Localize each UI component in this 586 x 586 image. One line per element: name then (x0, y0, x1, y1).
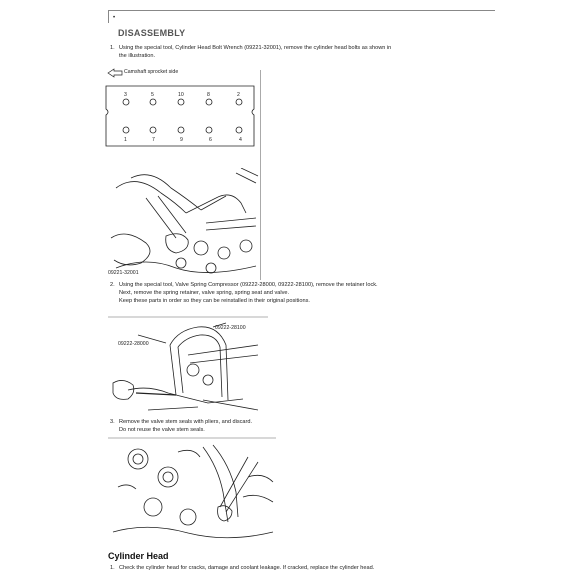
step-text-cont: Next, remove the spring retainer, valve spring, spring seat and valve. (119, 290, 290, 296)
bolt-hole (206, 99, 212, 105)
step-text: Remove the valve stem seals with pliers, and discard. (119, 419, 253, 425)
bolt-hole (123, 99, 129, 105)
bolt-number: 10 (178, 92, 184, 98)
arrow-icon (108, 69, 122, 77)
pliers-illustration (108, 437, 276, 543)
bolt-number: 4 (239, 137, 242, 143)
section-title: DISASSEMBLY (118, 28, 186, 38)
bolt-number: 3 (124, 92, 127, 98)
step-2 (110, 281, 378, 305)
bolt-hole (178, 127, 184, 133)
header-mark: • (113, 15, 116, 21)
step-text: Check the cylinder head for cracks, damage and coolant leakage. If cracked, replace the cylinder head. (119, 565, 375, 571)
header-box (108, 10, 495, 23)
step-number: 1. (110, 45, 115, 51)
bolt-number: 9 (180, 137, 183, 143)
step-number: 1. (110, 565, 115, 571)
step-1 (110, 44, 391, 60)
tool-label: 09221-32001 (108, 270, 139, 276)
bolt-sequence-diagram (104, 64, 264, 164)
tool-label-left: 09222-28000 (118, 341, 149, 347)
step-text-cont: Keep these parts in order so they can be reinstalled in their original positions. (119, 298, 310, 304)
step-text: Using the special tool, Cylinder Head Bolt Wrench (09221-32001), remove the cylinder head bolts as shown in (119, 45, 392, 51)
camshaft-side-label: Camshaft sprocket side (124, 69, 179, 75)
cylinder-head-step-1 (110, 564, 374, 572)
wrench-illustration (106, 168, 262, 278)
bolt-hole (150, 99, 156, 105)
bolt-hole (236, 99, 242, 105)
step-number: 2. (110, 282, 115, 288)
bolt-number: 6 (209, 137, 212, 143)
bolt-number: 1 (124, 137, 127, 143)
step-text: Using the special tool, Valve Spring Compressor (09222-28000, 09222-28100), remove the retainer lock. (119, 282, 378, 288)
bolt-hole (150, 127, 156, 133)
bolt-number: 5 (151, 92, 154, 98)
bolt-number: 8 (207, 92, 210, 98)
cylinder-head-heading: Cylinder Head (108, 551, 169, 561)
step-text-cont: Do not reuse the valve stem seals. (119, 427, 205, 433)
tool-label-right: 09222-28100 (215, 325, 246, 331)
bolt-hole (178, 99, 184, 105)
bolt-hole (236, 127, 242, 133)
step-3 (110, 418, 252, 434)
bolt-hole (123, 127, 129, 133)
bolt-hole (206, 127, 212, 133)
bolt-number: 2 (237, 92, 240, 98)
bolt-number: 7 (152, 137, 155, 143)
step-number: 3. (110, 419, 115, 425)
step-text-cont: the illustration. (119, 53, 156, 59)
